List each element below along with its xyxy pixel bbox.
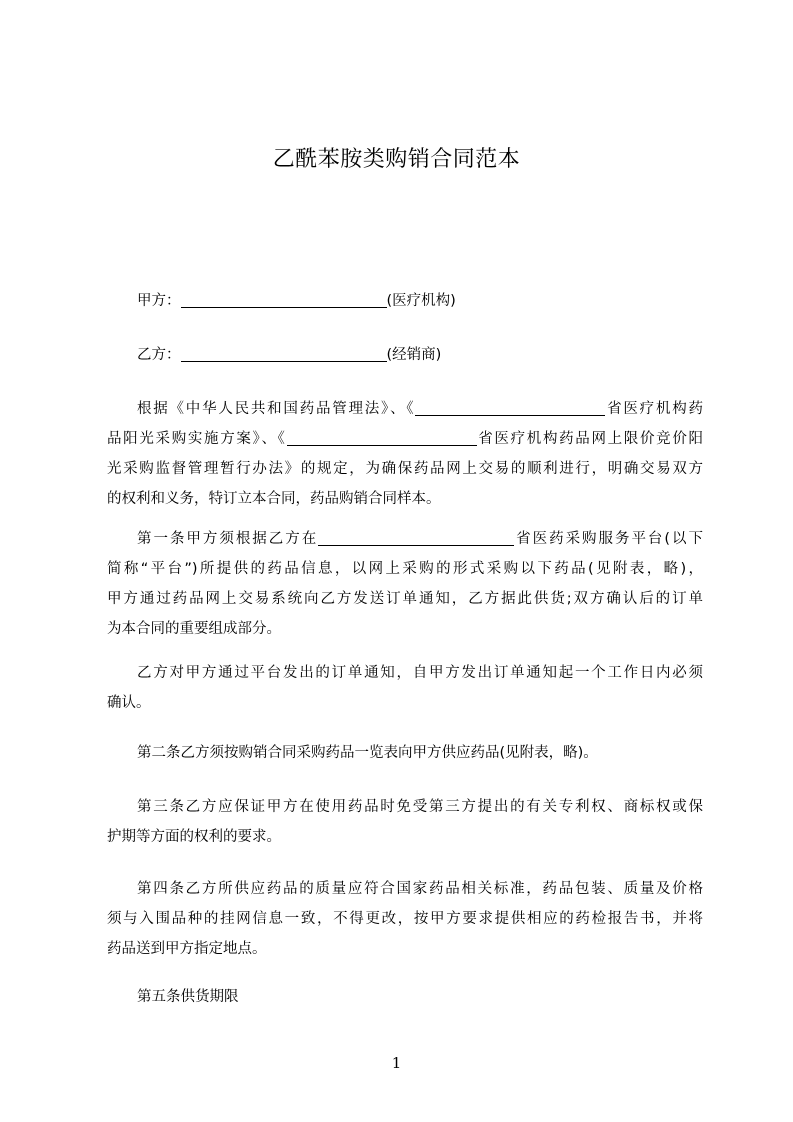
intro-line-3: 光采购监督管理暂行办法》的规定，为确保药品网上交易的顺利进行，明确交易双方 [107, 461, 703, 477]
intro-line-1b: 省医疗机构药 [605, 401, 703, 417]
province-blank-3 [318, 527, 514, 546]
page-number: 1 [391, 1054, 402, 1072]
article-2-paragraph [107, 738, 703, 768]
article-1-line-1b: 省医药采购服务平台(以下 [514, 531, 704, 547]
intro-line-2b: 省医疗机构药品网上限价竞价阳 [476, 431, 704, 447]
article-5-heading: 第五条供货期限 [137, 989, 239, 1005]
article-1-line-4: 为本合同的重要组成部分。 [107, 621, 281, 637]
province-blank-1 [415, 397, 605, 416]
intro-paragraph [107, 394, 703, 514]
intro-line-2a: 品阳光采购实施方案》、《 [107, 431, 287, 447]
article-1-line-2: 简称“平台”)所提供的药品信息，以网上采购的形式采购以下药品(见附表，略)， [107, 561, 703, 577]
article-1-line-1 [107, 524, 703, 554]
intro-line-1 [107, 394, 703, 424]
article-5-paragraph [107, 982, 703, 1012]
confirm-line-1: 乙方对甲方通过平台发出的订单通知，自甲方发出订单通知起一个工作日内必须 [137, 665, 703, 681]
party-b-label: 乙方： [137, 347, 181, 363]
party-b-suffix: (经销商) [386, 347, 442, 363]
article-1-line-1a: 第一条甲方须根据乙方在 [137, 531, 319, 547]
article-3-paragraph [107, 792, 703, 852]
article-3-line-1: 第三条乙方应保证甲方在使用药品时免受第三方提出的有关专利权、商标权或保 [137, 799, 703, 815]
party-a-line [137, 286, 456, 316]
article-4-line-1: 第四条乙方所供应药品的质量应符合国家药品相关标准，药品包装、质量及价格 [137, 881, 703, 897]
article-4-line-2: 须与入围品种的挂网信息一致，不得更改，按甲方要求提供相应的药检报告书，并将 [107, 911, 703, 927]
party-b-line [137, 340, 441, 370]
article-1-paragraph [107, 524, 703, 644]
party-a-blank [181, 289, 387, 308]
article-1-line-3: 甲方通过药品网上交易系统向乙方发送订单通知，乙方据此供货;双方确认后的订单 [107, 591, 703, 607]
document-title: 乙酰苯胺类购销合同范本 [272, 147, 521, 172]
party-b-blank [181, 343, 387, 362]
province-blank-2 [287, 427, 477, 446]
intro-line-4: 的权利和义务，特订立本合同，药品购销合同样本。 [107, 491, 441, 507]
article-3-line-2: 护期等方面的权利的要求。 [107, 829, 281, 845]
intro-line-1a: 根据《中华人民共和国药品管理法》、《 [137, 401, 416, 417]
intro-line-2 [107, 424, 703, 454]
party-a-suffix: (医疗机构) [386, 293, 456, 309]
article-4-paragraph [107, 874, 703, 964]
confirm-line-2: 确认。 [107, 695, 151, 711]
confirm-paragraph [107, 658, 703, 718]
article-4-line-3: 药品送到甲方指定地点。 [107, 941, 267, 957]
article-2-line-1: 第二条乙方须按购销合同采购药品一览表向甲方供应药品(见附表，略)。 [137, 745, 598, 761]
party-a-label: 甲方： [137, 293, 181, 309]
